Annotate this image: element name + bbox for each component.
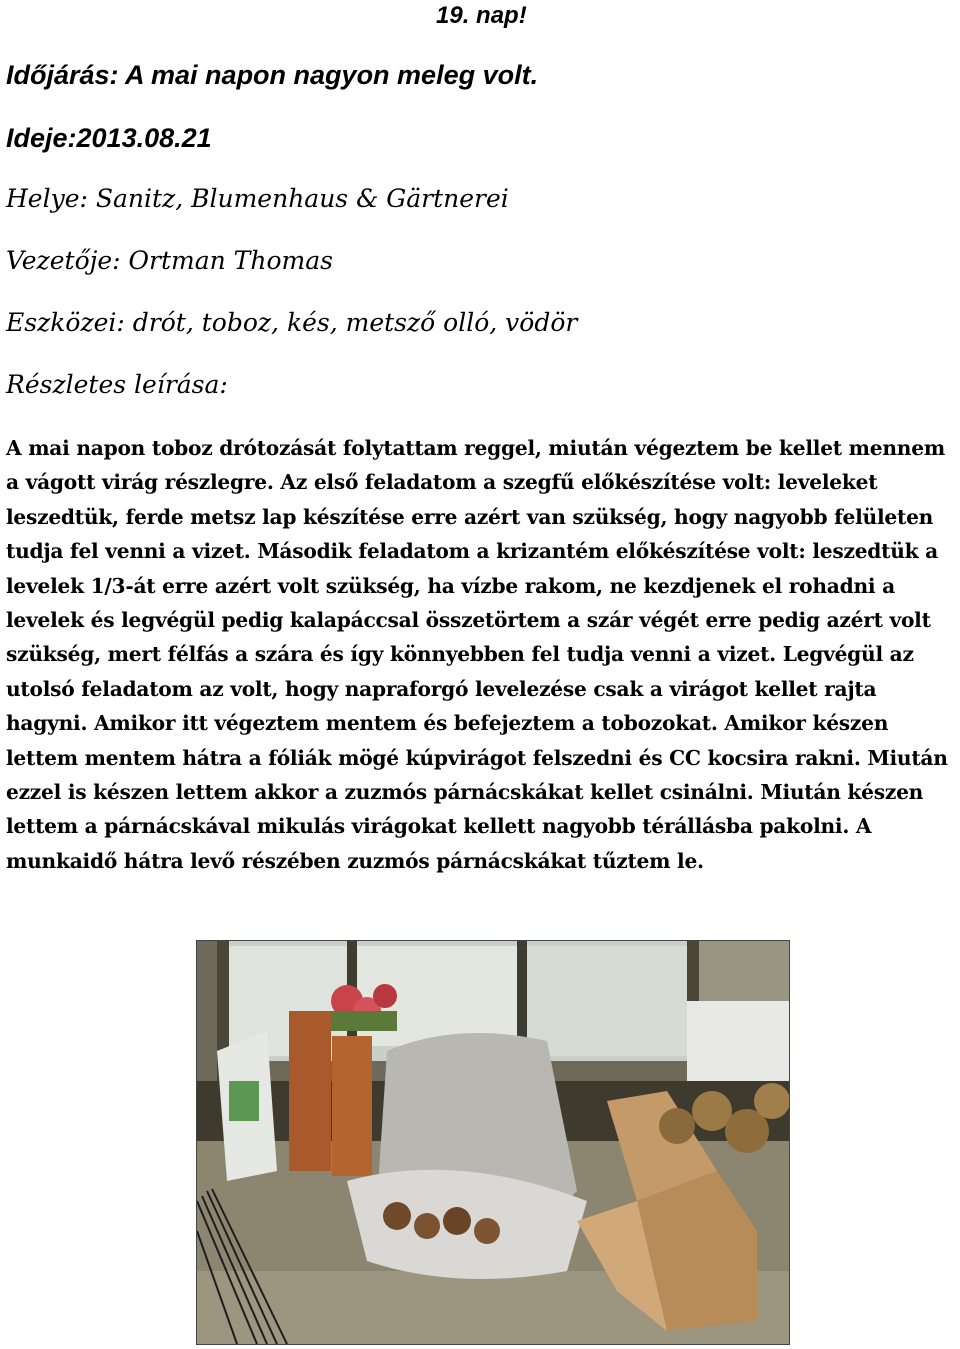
manager-line: Vezetője: Ortman Thomas: [6, 246, 333, 275]
description-paragraph: A mai napon toboz drótozását folytattam reggel, miután végeztem be kellet mennem a vágott virág részlegre. Az első feladatom a szegfű előkészítése volt: leveleket leszedtük, ferde metsz lap készítése erre azért van szükség, hogy nagyobb felületen tudja fel venni a vizet. Második feladatom a krizantém előkészítése volt: leszedtük a levelek 1/3-át erre azért volt szükség, ha vízbe rakom, ne kezdjenek el rohadni a levelek és legvégül pedig kalapáccsal összetörtem a szár végét erre pedig azért volt szükség, mert félfás a szára és így könnyebben fel tudja venni a vizet. Legvégül az utolsó feladatom az volt, hogy napraforgó levelezése csak a virágot kellet rajta hagyni. Amikor itt végeztem mentem és befejeztem a tobozokat. Amikor készen lettem mentem hátra a fóliák mögé kúpvirágot felszedni és CC kocsira rakni. Miután ezzel is készen lettem akkor a zuzmós párnácskákat kellet csinálni. Miután készen lettem a párnácskával mikulás virágokat kellett nagyobb térállásba pakolni. A munkaidő hátra levő részében zuzmós párnácskákat tűztem le.: [6, 436, 948, 873]
place-line: Helye: Sanitz, Blumenhaus & Gärtnerei: [6, 184, 509, 213]
details-heading: Részletes leírása:: [6, 370, 228, 399]
page-title: 19. nap!: [436, 2, 527, 29]
date-line: Ideje:2013.08.21: [6, 123, 212, 153]
workbench-photo: [196, 940, 790, 1345]
weather-line: Időjárás: A mai napon nagyon meleg volt.: [6, 60, 539, 90]
tools-line: Eszközei: drót, toboz, kés, metsző olló, vödör: [6, 308, 578, 337]
